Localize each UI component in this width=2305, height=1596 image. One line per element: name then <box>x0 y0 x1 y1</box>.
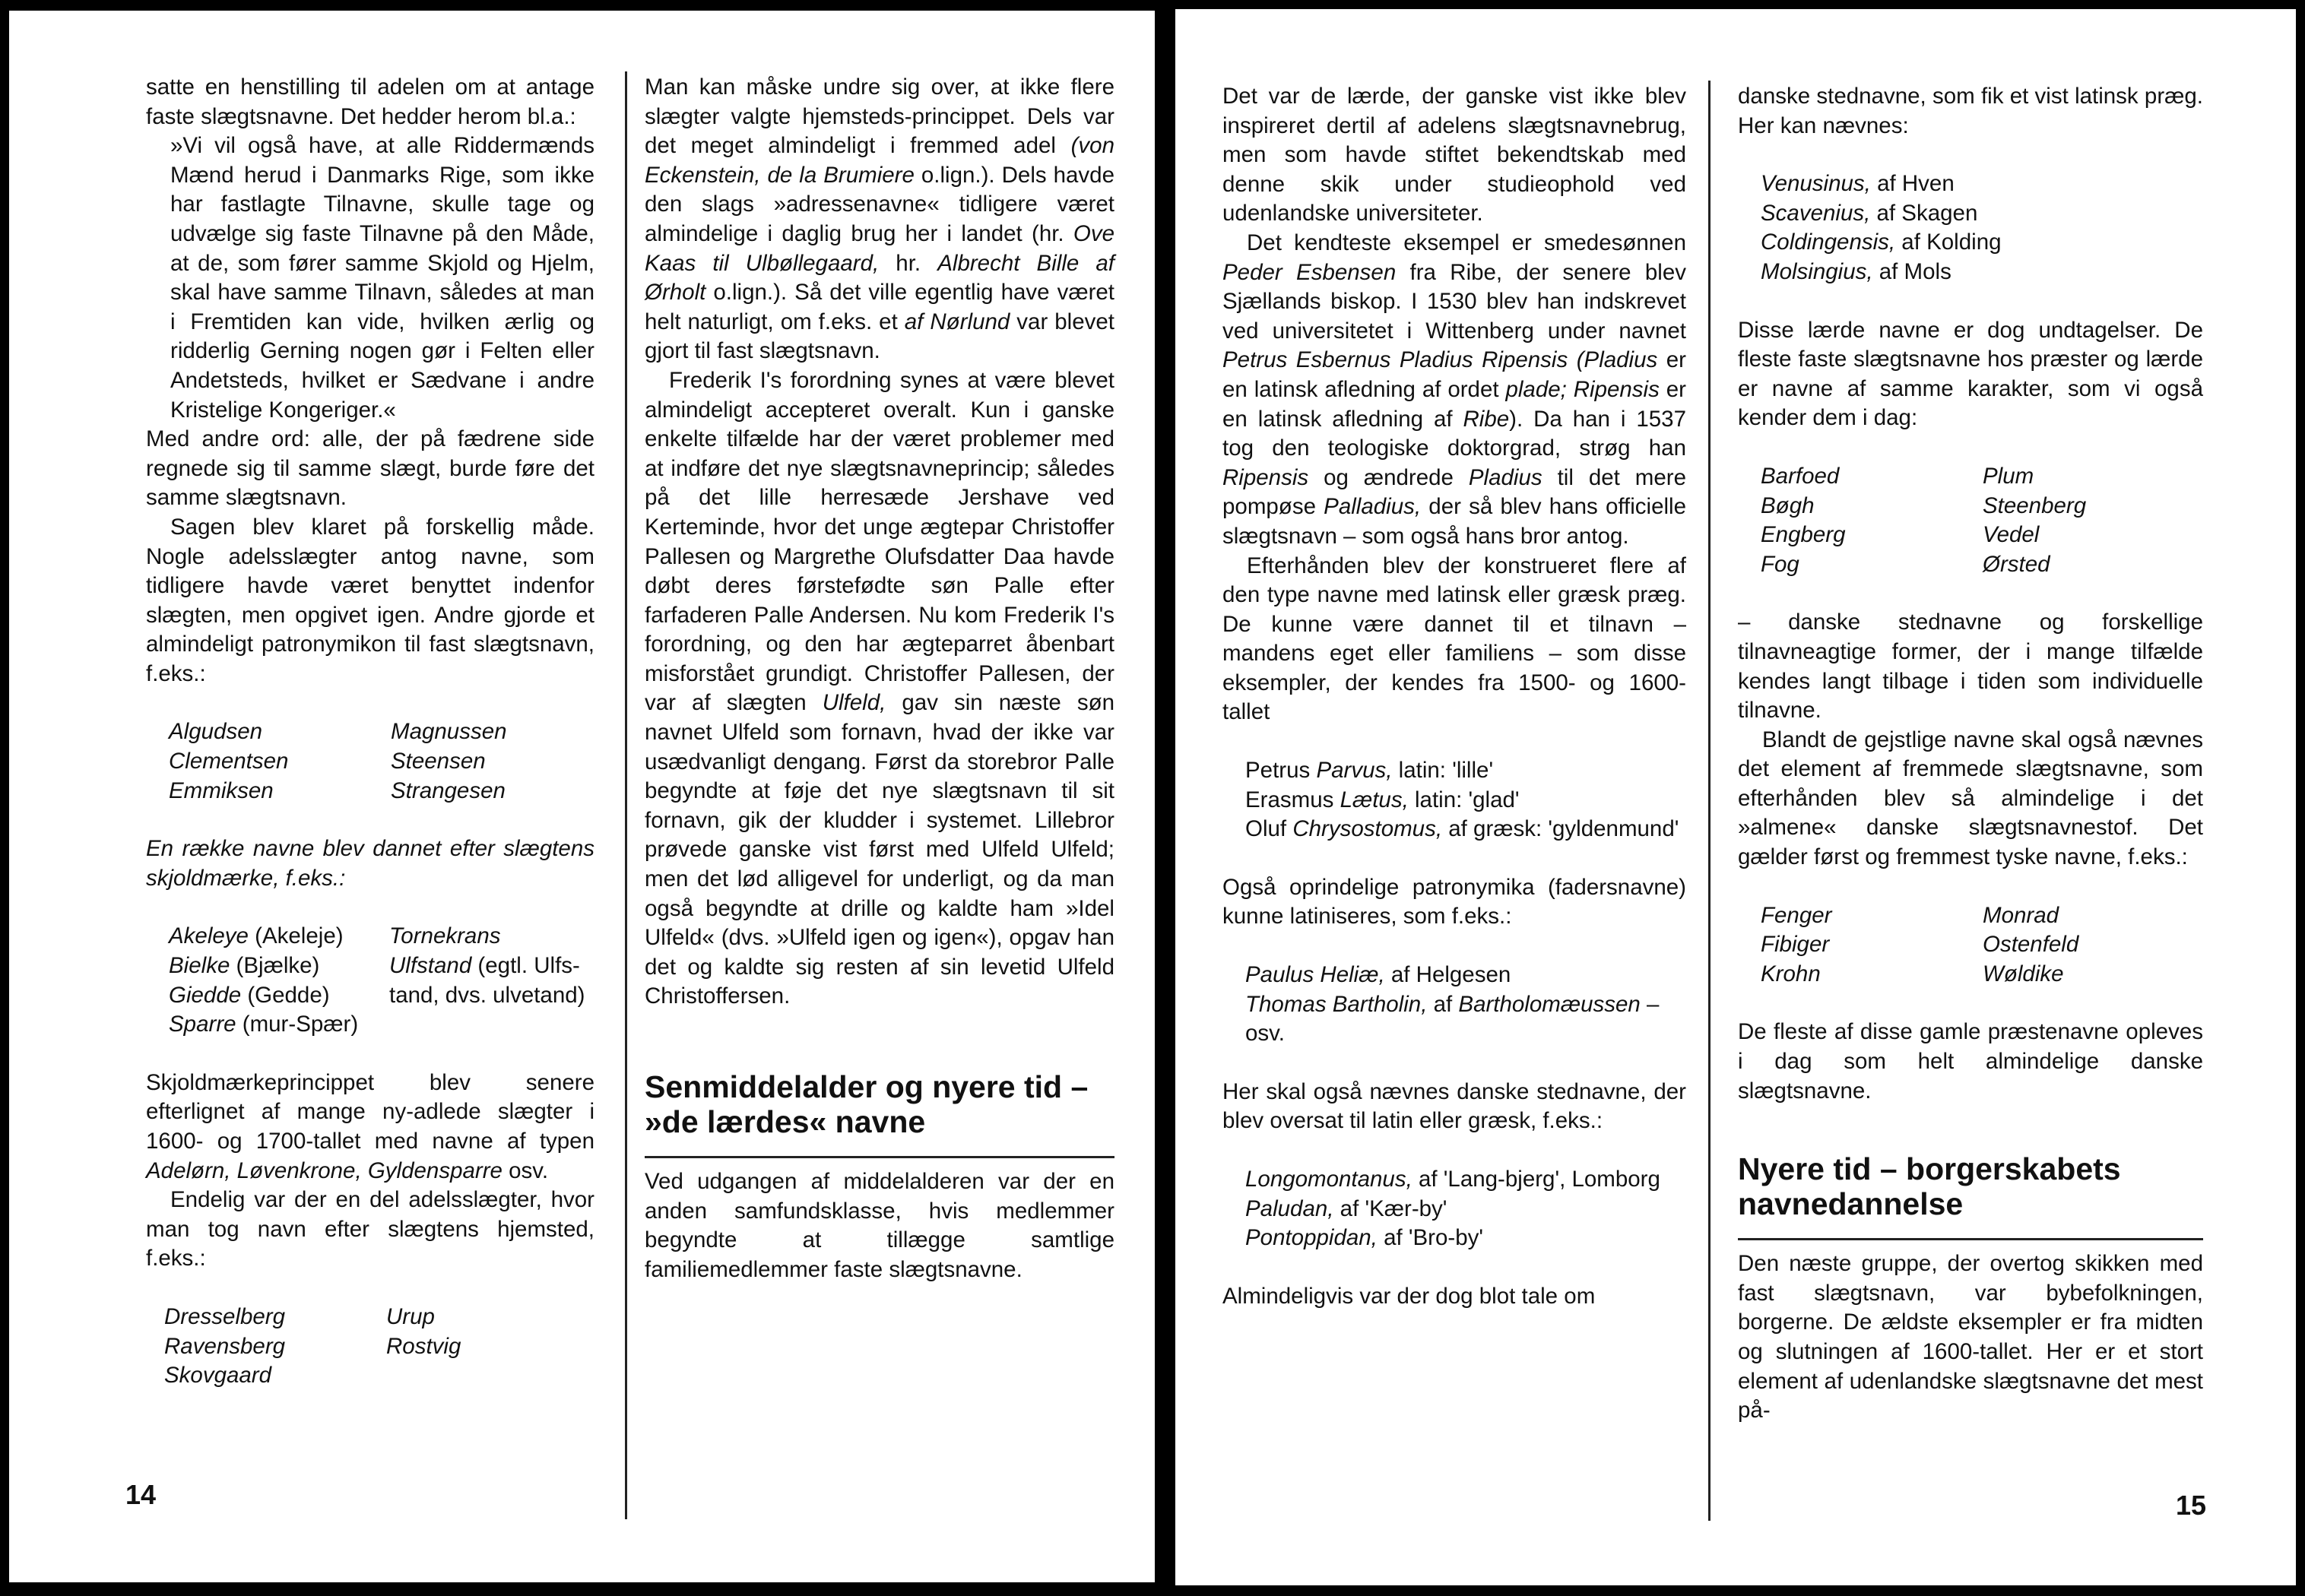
name-item: Tornekrans <box>389 923 501 949</box>
name-item: Bielke (Bjælke) <box>169 953 320 979</box>
paragraph: Her skal også nævnes danske stednavne, der blev oversat til latin eller græsk, f.eks.: <box>1222 1078 1686 1134</box>
paragraph: De fleste af disse gamle præstenavne opleves i dag som helt almindelige danske slægtsnavne. <box>1738 1019 2203 1104</box>
name-item: Bøgh <box>1761 492 1815 518</box>
name-item: Monrad <box>1983 902 2059 928</box>
paragraph: Skjoldmærkeprincippet blev senere efterlignet af mange ny-adlede slægter i 1600- og 1700-tallet med navne af typen Adelørn, Løvenkrone, Gyldensparre osv. <box>146 1069 594 1183</box>
left-page <box>9 11 1155 1582</box>
clergy-name-list <box>1738 462 2203 579</box>
name-item: Paludan, af 'Kær-by' <box>1245 1195 1447 1221</box>
name-item: Steenberg <box>1983 492 2087 518</box>
ordinance-quote: »Vi vil også have, at alle Riddermænds Mænd herud i Danmarks Rige, som ikke har fastlagte Tilnavne, skulle tage og udvælge sig faste Tilnavne på den Måde, at de, som fører samme Skjold og Hjelm, skal have samme Tilnavn, således at man i Fremtiden kan vide, hvilken ærlig og ridderlig Gerning nogen gør i Felten eller Andetsteds, hvilket er Sædvane i andre Kristelige Kongeriger.« <box>170 133 594 423</box>
place-name-list <box>146 1303 594 1391</box>
column-divider <box>1708 81 1711 1521</box>
name-item: Plum <box>1983 463 2034 489</box>
name-item: Paulus Heliæ, af Helgesen <box>1245 962 1511 988</box>
paragraph: Almindeligvis var der dog blot tale om <box>1222 1283 1596 1309</box>
name-item: Giedde (Gedde) <box>169 982 330 1008</box>
paragraph: Det kendteste eksempel er smedesønnen Peder Esbensen fra Ribe, der senere blev Sjællands biskop. I 1530 blev han indskrevet ved universitetet i Wittenberg under navnet Petrus Esbernus Pladius Ripensis (Pladius er en latinsk afledning af ordet plade; Ripensis er en latinsk afledning af Ribe). Da han i 1537 tog den teologiske doktorgrad, strøg han Ripensis og ændrede Pladius til det mere pompøse Palladius, der så blev hans officielle slægtsnavn – som også hans bror antog. <box>1222 230 1686 549</box>
paragraph: Endelig var der en del adelsslægter, hvor man tog navn efter slægtens hjemsted, f.eks.: <box>146 1187 594 1271</box>
paragraph: danske stednavne, som fik et vist latinsk præg. Her kan nævnes: <box>1738 84 2203 138</box>
name-item: Wøldike <box>1983 961 2064 986</box>
name-item: Vedel <box>1983 522 2040 548</box>
name-item: Thomas Bartholin, af Bartholomæussen – osv. <box>1245 991 1660 1047</box>
column-divider <box>625 71 627 1519</box>
shield-name-list <box>146 922 594 1039</box>
left-column-1 <box>146 73 594 1391</box>
name-item: Fibiger <box>1761 932 1830 958</box>
name-item: Fog <box>1761 551 1799 577</box>
paragraph: Med andre ord: alle, der på fædrene side regnede sig til samme slægt, burde føre det samme slægtsnavn. <box>146 426 594 511</box>
name-item: Akeleye (Akeleje) <box>169 923 344 949</box>
name-item: Urup <box>386 1303 435 1329</box>
right-column-1 <box>1222 82 1686 1311</box>
name-item: Ørsted <box>1983 551 2050 577</box>
right-column-2 <box>1738 82 2203 1426</box>
name-item: Emmiksen <box>169 777 274 803</box>
place-translation-list <box>1222 1165 1686 1253</box>
paragraph: Disse lærde navne er dog undtagelser. De fleste faste slægtsnavne hos præster og lærde er navne af samme karakter, som vi også kender dem i dag: <box>1738 317 2203 431</box>
name-item: tand, dvs. ulvetand) <box>389 982 585 1008</box>
name-item: Pontoppidan, af 'Bro-by' <box>1245 1225 1484 1251</box>
heading-rule <box>645 1156 1114 1158</box>
name-item: Steensen <box>391 749 486 774</box>
paragraph: Det var de lærde, der ganske vist ikke blev inspireret dertil af adelens slægtsnavnebrug, men som havde stiftet bekendtskab med denne skik under studieophold ved udenlandske universiteter. <box>1222 84 1686 226</box>
paragraph: Efterhånden blev der konstrueret flere af den type navne med latinsk eller græsk præg. De kunne være dannet til et tilnavn – mandens eget eller familiens – som disse eksempler, der kendes fra 1500- og 1600-tallet <box>1222 553 1686 725</box>
name-item: Skovgaard <box>164 1363 272 1389</box>
paragraph: Blandt de gejstlige navne skal også nævnes det element af fremmede slægtsnavne, som efterhånden blev så almindelige i det »almene« danske slægtsnavnestof. Det gælder først og fremmest tyske navne, f.eks.: <box>1738 727 2203 870</box>
name-item: Dresselberg <box>164 1303 286 1329</box>
name-item <box>389 1010 617 1040</box>
paragraph: Sagen blev klaret på forskellig måde. Nogle adelsslægter antog navne, som tidligere havde været benyttet indenfor slægten, men opgivet igen. Andre gjorde et almindeligt patronymikon til fast slægtsnavn, f.eks.: <box>146 514 594 686</box>
page-number: 15 <box>2176 1490 2207 1521</box>
name-item: Krohn <box>1761 961 1821 986</box>
name-item: Magnussen <box>391 719 507 745</box>
paragraph: Frederik I's forordning synes at være blevet almindeligt accepteret overalt. Kun i ganske enkelte tilfælde har der været problemer med at indføre det nye slægtsnavneprincip; således på det lille herresæde Jershave ved Kerteminde, hvor det unge ægtepar Christoffer Pallesen og Margrethe Olufsdatter Daa havde døbt deres førstefødte søn Palle efter farfaderen Palle Andersen. Nu kom Frederik I's forordning, og den har ægteparret åbenbart misforstået grundigt. Christoffer Pallesen, der var af slægten Ulfeld, gav sin næste søn navnet Ulfeld som fornavn, hvad der ikke var usædvanligt dengang. Først da storebror Palle begyndte at føje det nye slægtsnavn til sit fornavn, gik der kludder i systemet. Lillebror prøvede ganske vist først med Ulfeld Ulfeld; men det lød alligevel for underligt, og da man også begyndte at drille og kaldte ham »Idel Ulfeld« (dvs. »Ulfeld igen og igen«), opgav han det og kaldte sig resten af sin levetid Ulfeld Christoffersen. <box>645 367 1114 1009</box>
name-item: Longomontanus, af 'Lang-bjerg', Lomborg <box>1245 1167 1660 1192</box>
latin-name-list <box>1222 756 1686 844</box>
name-item: Barfoed <box>1761 463 1840 489</box>
name-item: Oluf Chrysostomus, af græsk: 'gyldenmund' <box>1245 816 1679 842</box>
name-item: Strangesen <box>391 777 506 803</box>
name-item: Rostvig <box>386 1333 461 1359</box>
right-page <box>1175 9 2296 1585</box>
paragraph: Den næste gruppe, der overtog skikken med fast slægtsnavn, var bybefolkningen, borgerne. De ældste eksempler er fra midten og slutningen af 1600-tallet. Her er et stort element af udenlandske slægtsnavne det mest på- <box>1738 1251 2203 1423</box>
latin-patronym-list <box>1222 961 1686 1049</box>
name-item: Erasmus Lætus, latin: 'glad' <box>1245 787 1520 812</box>
name-item: Coldingensis, af Kolding <box>1761 230 2002 255</box>
name-item: Algudsen <box>169 719 263 745</box>
latin-place-list <box>1738 169 2203 287</box>
name-item: Clementsen <box>169 749 289 774</box>
paragraph: Man kan måske undre sig over, at ikke flere slægter valgte hjemsteds-princippet. Dels var det meget almindeligt i fremmed adel (von Eckenstein, de la Brumiere o.lign.). Dels havde den slags »adressenavne« tidligere været almindelige i daglig brug her i landet (hr. Ove Kaas til Ulbøllegaard, hr. Albrecht Bille af Ørholt o.lign.). Så det ville egentlig have været helt naturligt, om f.eks. et af Nørlund var blevet gjort til fast slægtsnavn. <box>645 74 1114 364</box>
paragraph: En række navne blev dannet efter slægtens skjoldmærke, f.eks.: <box>146 836 594 891</box>
name-item: Molsingius, af Mols <box>1761 258 1951 284</box>
paragraph: – danske stednavne og forskellige tilnavneagtige former, der i mange tilfælde kendes langt tilbage i tiden som individuelle tilnavne. <box>1738 610 2203 724</box>
name-item: Fenger <box>1761 902 1832 928</box>
name-item: Sparre (mur-Spær) <box>169 1012 359 1037</box>
paragraph: Ved udgangen af middelalderen var der en anden samfundsklasse, hvis medlemmer begyndte at tillægge samtlige familiemedlemmer faste slægtsnavne. <box>645 1169 1114 1282</box>
name-item: Engberg <box>1761 522 1846 548</box>
heading-rule <box>1738 1238 2203 1240</box>
paragraph: satte en henstilling til adelen om at antage faste slægtsnavne. Det hedder herom bl.a.: <box>146 74 594 129</box>
paragraph: Også oprindelige patronymika (fadersnavne) kunne latiniseres, som f.eks.: <box>1222 874 1686 929</box>
name-item: Ravensberg <box>164 1333 286 1359</box>
page-number: 14 <box>125 1479 157 1510</box>
section-heading: Nyere tid – borgerskabets navnedannelse <box>1738 1151 2121 1222</box>
name-item: Venusinus, af Hven <box>1761 171 1955 197</box>
name-item: Ulfstand (egtl. Ulfs- <box>389 953 580 979</box>
patronym-name-list <box>146 717 594 806</box>
left-column-2 <box>645 73 1114 1284</box>
german-name-list <box>1738 901 2203 990</box>
name-item: Petrus Parvus, latin: 'lille' <box>1245 758 1494 784</box>
name-item: Scavenius, af Skagen <box>1761 200 1978 226</box>
name-item <box>386 1361 614 1391</box>
name-item: Ostenfeld <box>1983 932 2079 958</box>
section-heading: Senmiddelalder og nyere tid – »de lærdes« navne <box>645 1069 1089 1139</box>
